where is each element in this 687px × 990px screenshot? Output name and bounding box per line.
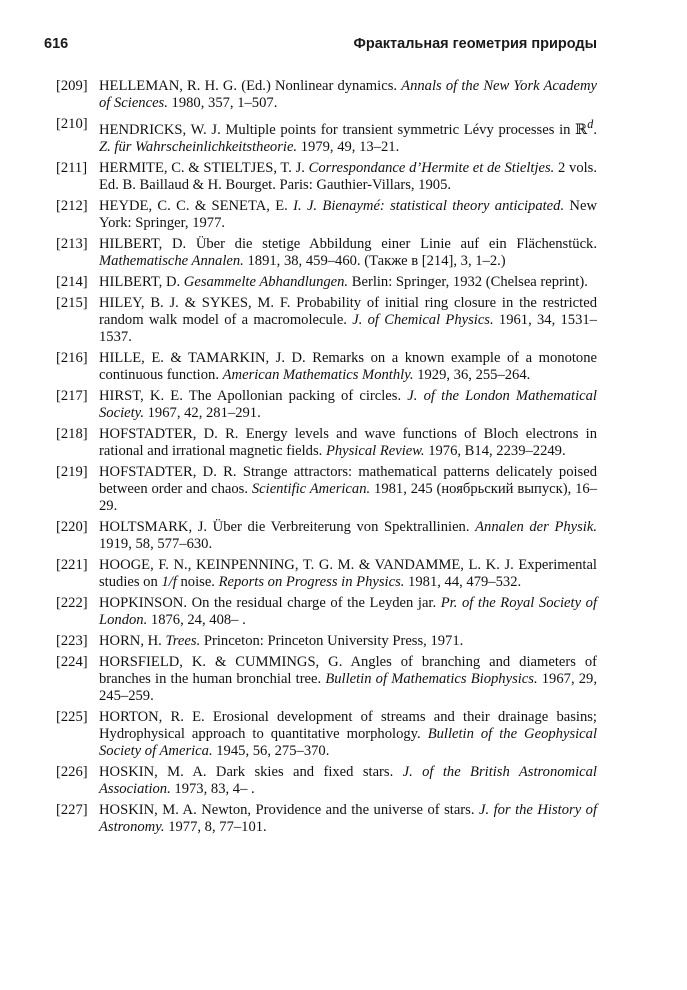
reference-source: Reports on Progress in Physics. xyxy=(218,574,405,591)
reference-text xyxy=(99,198,597,232)
reference-authors-title: HIRST, K. E. The Apollonian packing of circles. xyxy=(99,387,408,404)
reference-number: [209] xyxy=(56,78,88,94)
reference-entry xyxy=(56,764,597,798)
reference-authors-title: HELLEMAN, R. H. G. (Ed.) Nonlinear dynamics. xyxy=(99,78,402,94)
reference-entry xyxy=(56,519,597,553)
reference-source: Correspondance d’Hermite et de Stieltjes. xyxy=(308,159,555,176)
reference-details: 1961, 34, 1531–1537. xyxy=(99,311,597,346)
reference-number: [225] xyxy=(56,709,88,726)
page-number: 616 xyxy=(44,36,69,52)
reference-text xyxy=(99,160,597,194)
reference-text xyxy=(99,78,597,112)
superscript: d xyxy=(587,117,594,131)
reference-entry xyxy=(56,654,597,706)
reference-details: 1977, 8, 77–101. xyxy=(164,819,267,836)
reference-authors-title: HORSFIELD, K. & CUMMINGS, G. Angles of branching and diameters of branches in the human bronchial tree. xyxy=(99,653,597,688)
reference-source: Annals of the New York Academy of Sciences. xyxy=(99,78,597,112)
reference-entry xyxy=(56,160,597,194)
reference-text xyxy=(99,557,597,591)
reference-details: 2 vols. Ed. B. Baillaud & H. Bourget. Paris: Gauthier-Villars, 1905. xyxy=(99,159,597,194)
reference-source: J. of the London Mathematical Society. xyxy=(99,387,597,422)
reference-text-continued: noise. xyxy=(176,574,219,591)
reference-number: [227] xyxy=(56,802,88,819)
reference-authors-title: HEYDE, C. C. & SENETA, E. xyxy=(99,197,294,214)
reference-number: [217] xyxy=(56,387,88,404)
reference-source: Mathematische Annalen. xyxy=(99,253,244,270)
reference-text xyxy=(99,709,597,761)
reference-source: J. of Chemical Physics. xyxy=(352,311,494,328)
reference-details: 1967, 29, 245–259. xyxy=(99,671,597,705)
reference-source: Bulletin of the Geophysical Society of America. xyxy=(99,726,598,760)
reference-source: American Mathematics Monthly. xyxy=(222,367,414,384)
reference-number: [215] xyxy=(56,294,88,311)
reference-details: 1973, 83, 4– . xyxy=(170,781,255,798)
reference-entry xyxy=(56,464,597,516)
reference-entry xyxy=(56,633,597,650)
reference-source: Z. für Wahrscheinlichkeitstheorie. xyxy=(99,139,298,156)
reference-details: Princeton: Princeton University Press, 1971. xyxy=(200,633,464,650)
reference-number: [221] xyxy=(56,557,88,574)
reference-text xyxy=(99,295,597,347)
reference-text xyxy=(99,595,597,629)
reference-number: [213] xyxy=(56,235,88,252)
reference-source: Scientific American. xyxy=(251,481,371,498)
reference-text xyxy=(99,464,597,516)
reference-details: 1945, 56, 275–370. xyxy=(212,743,330,760)
reference-details: 1979, 49, 13–21. xyxy=(297,139,400,156)
reference-entry xyxy=(56,709,597,761)
reference-authors-title: HILEY, B. J. & SYKES, M. F. Probability of initial ring closure in the restricted random walk model of a macromolecule. xyxy=(99,294,597,328)
reference-details: Berlin: Springer, 1932 (Chelsea reprint). xyxy=(348,273,588,290)
reference-source: Bulletin of Mathematics Biophysics. xyxy=(325,671,538,688)
reference-entry xyxy=(56,388,597,422)
reference-details: 1929, 36, 255–264. xyxy=(413,367,531,384)
reference-authors-title: HOPKINSON. On the residual charge of the Leyden jar. xyxy=(99,595,441,612)
reference-number: [224] xyxy=(56,653,88,670)
reference-authors-title: HORN, H. xyxy=(99,633,166,650)
reference-entry xyxy=(56,295,597,347)
reference-details: 1891, 38, 459–460. (Также в [214], 3, 1–2.) xyxy=(243,253,506,270)
reference-details: 1980, 357, 1–507. xyxy=(167,95,278,112)
reference-source: J. of the British Astronomical Association. xyxy=(99,764,597,798)
reference-text xyxy=(99,654,597,706)
reference-text xyxy=(99,274,597,291)
reference-text xyxy=(99,116,597,156)
reference-source: Annalen der Physik. xyxy=(475,519,597,536)
reference-number: [220] xyxy=(56,519,88,536)
reference-details: 1976, B14, 2239–2249. xyxy=(424,443,566,460)
reference-entry xyxy=(56,116,597,156)
math-expression: 1/f xyxy=(161,574,177,591)
reference-details: New York: Springer, 1977. xyxy=(99,197,597,232)
reference-source: Gesammelte Abhandlungen. xyxy=(183,273,349,290)
reference-authors-title: HILBERT, D. Über die stetige Abbildung einer Linie auf ein Flächenstück. xyxy=(99,235,597,252)
reference-entry xyxy=(56,350,597,384)
reference-authors-title: HOSKIN, M. A. Newton, Providence and the universe of stars. xyxy=(99,802,479,819)
reference-number: [214] xyxy=(56,273,88,290)
reference-number: [222] xyxy=(56,595,88,612)
reference-source: Trees. xyxy=(165,633,201,650)
reference-number: [219] xyxy=(56,463,88,480)
reference-number: [210] xyxy=(56,116,88,132)
reference-details: 1981, 44, 479–532. xyxy=(404,574,522,591)
reference-entry xyxy=(56,78,597,112)
reference-number: [211] xyxy=(56,159,88,176)
reference-entry xyxy=(56,595,597,629)
reference-text xyxy=(99,633,597,650)
reference-authors-title: HENDRICKS, W. J. Multiple points for transient symmetric Lévy processes in ℝ xyxy=(99,121,588,138)
reference-source: I. J. Bienaymé: statistical theory anticipated. xyxy=(293,197,565,214)
reference-text xyxy=(99,519,597,553)
reference-authors-title: HILBERT, D. xyxy=(99,273,184,290)
page-header xyxy=(44,36,597,56)
reference-details: 1919, 58, 577–630. xyxy=(99,536,213,553)
reference-entry xyxy=(56,557,597,591)
reference-authors-title: HORTON, R. E. Erosional development of streams and their drainage basins; Hydrophysical approach to quantitative morphology. xyxy=(99,709,597,743)
reference-entry xyxy=(56,802,597,836)
reference-text xyxy=(99,388,597,422)
reference-authors-title: HOLTSMARK, J. Über die Verbreiterung von Spektrallinien. xyxy=(99,519,476,536)
reference-text xyxy=(99,350,597,384)
reference-authors-title: HERMITE, C. & STIELTJES, T. J. xyxy=(99,159,309,176)
reference-number: [223] xyxy=(56,633,88,650)
reference-list xyxy=(56,78,597,840)
reference-details: 1967, 42, 281–291. xyxy=(143,405,261,422)
reference-number: [226] xyxy=(56,764,88,781)
reference-source: J. for the History of Astronomy. xyxy=(99,802,597,836)
reference-number: [212] xyxy=(56,197,88,214)
reference-details: 1876, 24, 408– . xyxy=(147,612,246,629)
reference-details: 1981, 245 (ноябрьский выпуск), 16–29. xyxy=(99,481,597,515)
reference-text xyxy=(99,426,597,460)
reference-text-continued: . xyxy=(593,121,597,138)
reference-authors-title: HILLE, E. & TAMARKIN, J. D. Remarks on a known example of a monotone continuous function. xyxy=(99,349,597,384)
reference-entry xyxy=(56,236,597,270)
reference-authors-title: HOOGE, F. N., KEINPENNING, T. G. M. & VANDAMME, L. K. J. Experimental studies on xyxy=(99,557,597,591)
reference-text xyxy=(99,802,597,836)
reference-entry xyxy=(56,198,597,232)
reference-text xyxy=(99,236,597,270)
reference-authors-title: HOSKIN, M. A. Dark skies and fixed stars. xyxy=(99,764,403,781)
reference-authors-title: HOFSTADTER, D. R. Strange attractors: mathematical patterns delicately poised between order and chaos. xyxy=(99,463,597,498)
reference-entry xyxy=(56,426,597,460)
reference-entry xyxy=(56,274,597,291)
reference-text xyxy=(99,764,597,798)
reference-number: [216] xyxy=(56,349,88,366)
reference-authors-title: HOFSTADTER, D. R. Energy levels and wave functions of Bloch electrons in rational and irrational magnetic fields. xyxy=(99,425,597,460)
running-title: Фрактальная геометрия природы xyxy=(353,36,597,52)
reference-number: [218] xyxy=(56,425,88,442)
reference-source: Pr. of the Royal Society of London. xyxy=(99,595,598,629)
reference-source: Physical Review. xyxy=(325,443,425,460)
